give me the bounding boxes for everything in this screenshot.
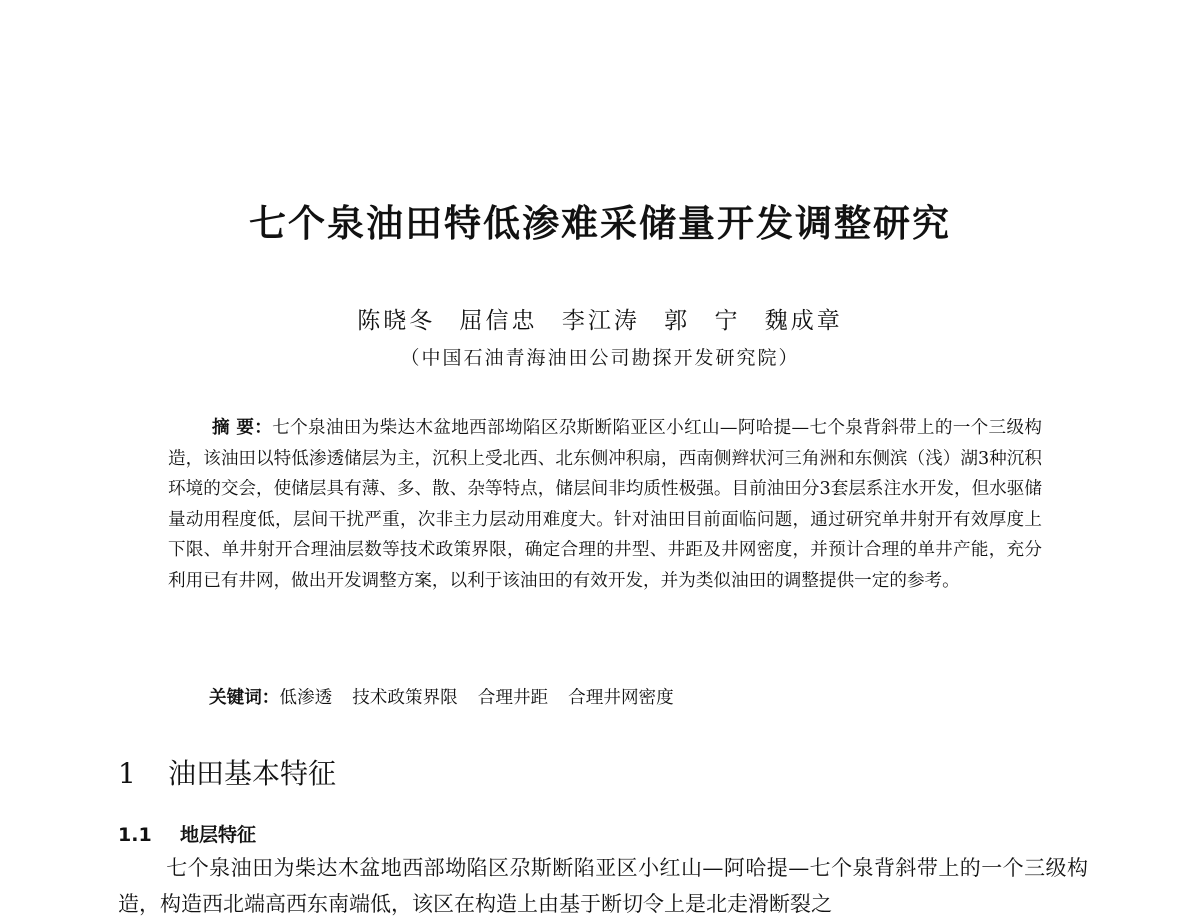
author-name: 陈晓冬 xyxy=(357,308,436,334)
keyword: 低渗透 xyxy=(279,688,333,708)
keyword: 合理井距 xyxy=(477,688,549,708)
section-title: 油田基本特征 xyxy=(168,757,337,790)
paper-title: 七个泉油田特低渗难采储量开发调整研究 xyxy=(249,202,951,245)
author-name: 郭 宁 xyxy=(664,308,741,334)
keyword: 合理井网密度 xyxy=(568,688,674,708)
abstract-text: 七个泉油田为柴达木盆地西部坳陷区尕斯断陷亚区小红山—阿哈提—七个泉背斜带上的一个三级构造，该油田以特低渗透储层为主，沉积上受北西、北东侧冲积扇，西南侧辫状河三角洲和东侧滨（浅）湖3种沉积环境的交会，使储层具有薄、多、散、杂等特点，储层间非均质性极强。目前油田分3套层系注水开发，但水驱储量动用程度低，层间干扰严重，次非主力层动用难度大。针对油田目前面临问题，通过研究单井射开有效厚度上下限、单井射开合理油层数等技术政策界限，确定合理的井型、井距及井网密度，并预计合理的单井产能，充分利用已有井网，做出开发调整方案，以利于该油田的有效开发，并为类似油田的调整提供一定的参考。 xyxy=(168,418,1042,591)
section-heading xyxy=(118,752,336,792)
body-paragraph: 七个泉油田为柴达木盆地西部坳陷区尕斯断陷亚区小红山—阿哈提—七个泉背斜带上的一个三级构造，构造西北端高西东南端低，该区在构造上由基于断切令上是北走滑断裂之 xyxy=(118,856,1088,916)
subsection-number: 1.1 xyxy=(118,824,152,846)
keyword: 技术政策界限 xyxy=(352,688,458,708)
abstract xyxy=(168,413,1042,596)
author-affiliation: （中国石油青海油田公司勘探开发研究院） xyxy=(400,347,800,369)
subsection-title: 地层特征 xyxy=(180,824,257,846)
section-number: 1 xyxy=(118,757,136,790)
author-list xyxy=(0,302,1200,335)
author-name: 李江涛 xyxy=(561,308,640,334)
author-name: 屈信忠 xyxy=(459,308,538,334)
abstract-label: 摘 要： xyxy=(212,418,273,438)
subsection-heading xyxy=(118,820,256,847)
keywords-label: 关键词： xyxy=(209,688,280,708)
author-name: 魏成章 xyxy=(764,308,843,334)
keywords xyxy=(209,683,694,713)
